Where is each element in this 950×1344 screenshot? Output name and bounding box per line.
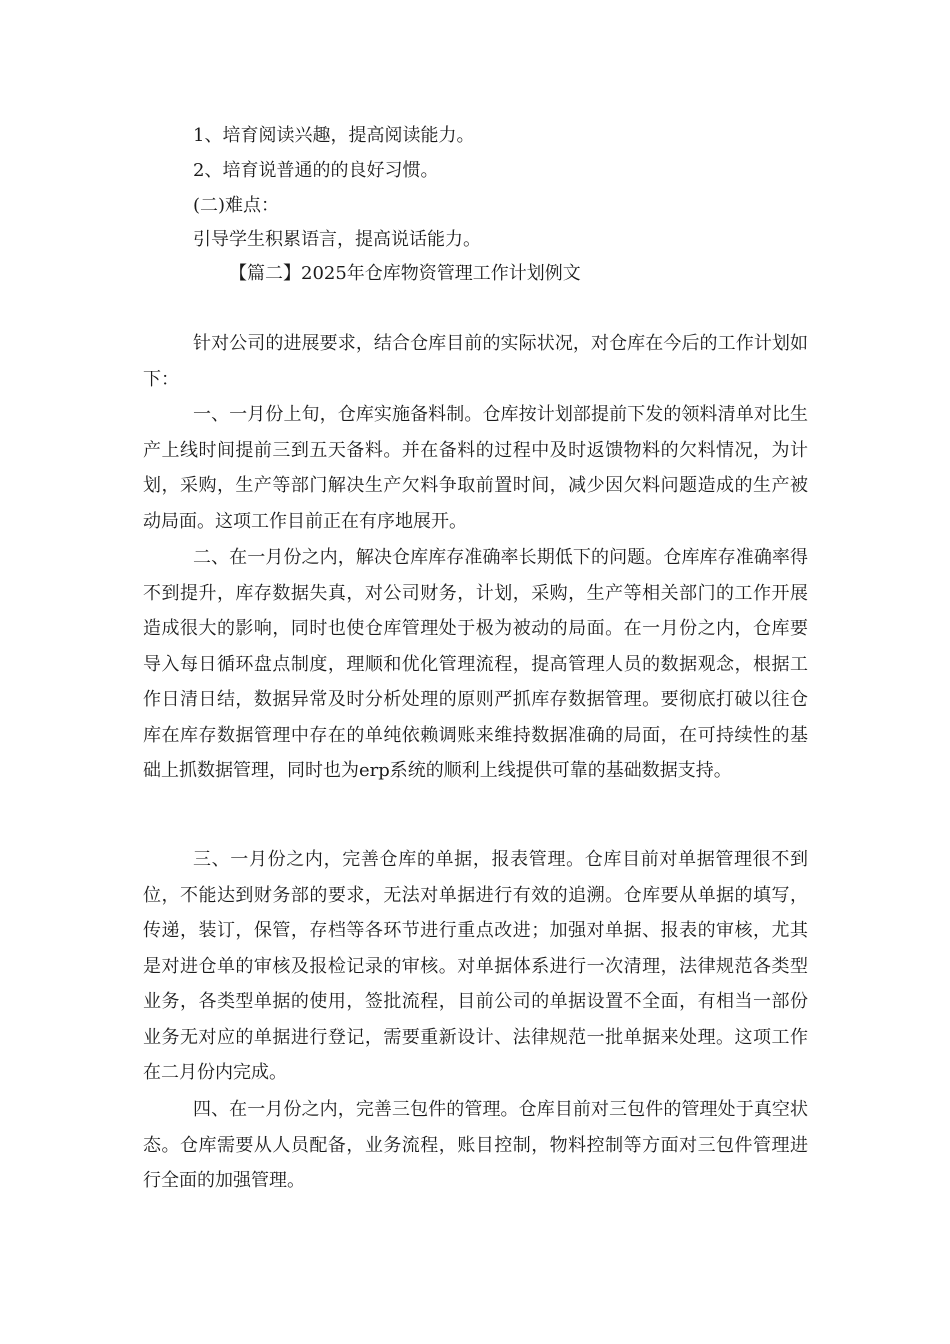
paragraph-item-1: 一、一月份上旬，仓库实施备料制。仓库按计划部提前下发的领料清单对比生产上线时间提前三到五天备料。并在备料的过程中及时返馈物料的欠料情况，为计划，采购，生产等部门解决生产欠料争取前置时间，减少因欠料问题造成的生产被动局面。这项工作目前正在有序地展开。	[143, 404, 808, 532]
paragraph-intro: 针对公司的进展要求，结合仓库目前的实际状况，对仓库在今后的工作计划如下：	[143, 333, 808, 390]
paragraph-item-2: 二、在一月份之内，解决仓库库存准确率长期低下的问题。仓库库存准确率得不到提升，库存数据失真，对公司财务，计划，采购，生产等相关部门的工作开展造成很大的影响，同时也使仓库管理处于极为被动的局面。在一月份之内，仓库要导入每日循环盘点制度，理顺和优化管理流程，提高管理人员的数据观念，根据工作日清日结，数据异常及时分析处理的原则严抓库存数据管理。要彻底打破以往仓库在库存数据管理中存在的单纯依赖调账来维持数据准确的局面，在可持续性的基础上抓数据管理，同时也为erp系统的顺利上线提供可靠的基础数据支持。	[143, 547, 808, 781]
difficulty-heading: (二)难点：	[193, 195, 280, 216]
section-heading: 【篇二】2025年仓库物资管理工作计划例文	[229, 263, 581, 284]
paragraph-item-3: 三、一月份之内，完善仓库的单据，报表管理。仓库目前对单据管理很不到位，不能达到财务部的要求，无法对单据进行有效的追溯。仓库要从单据的填写，传递，装订，保管，存档等各环节进行重点改进；加强对单据、报表的审核，尤其是对进仓单的审核及报检记录的审核。对单据体系进行一次清理，法律规范各类型业务，各类型单据的使用，签批流程，目前公司的单据设置不全面，有相当一部份业务无对应的单据进行登记，需要重新设计、法律规范一批单据来处理。这项工作在二月份内完成。	[143, 849, 808, 1083]
intro-line-4: 引导学生积累语言，提高说话能力。	[193, 229, 481, 250]
intro-line-2: 2、培育说普通的的良好习惯。	[193, 160, 439, 181]
intro-line-1: 1、培育阅读兴趣，提高阅读能力。	[193, 125, 475, 146]
paragraph-item-4: 四、在一月份之内，完善三包件的管理。仓库目前对三包件的管理处于真空状态。仓库需要从人员配备，业务流程，账目控制，物料控制等方面对三包件管理进行全面的加强管理。	[143, 1099, 808, 1191]
